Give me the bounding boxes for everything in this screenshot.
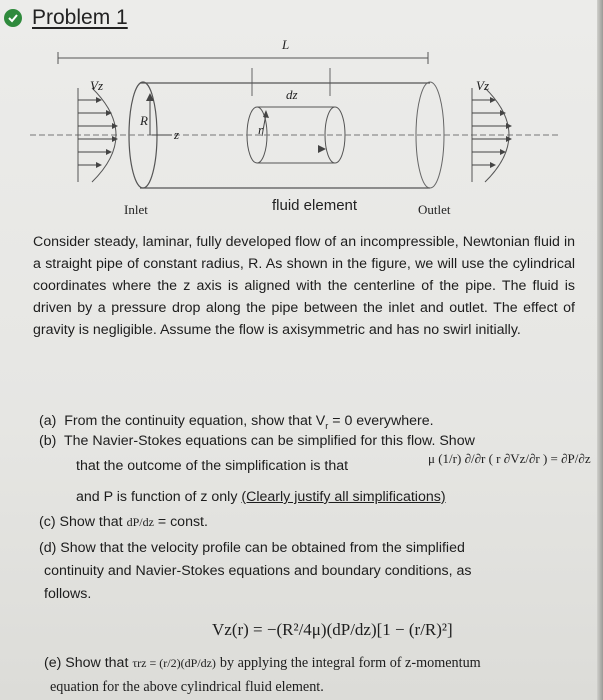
item-e-line1 <box>44 653 481 673</box>
label-fluid-element: fluid element <box>272 197 358 214</box>
item-a-text-end: = 0 everywhere. <box>328 413 434 429</box>
item-d-eq: Vz(r) = −(R²/4μ)(dP/dz)[1 − (r/R)²] <box>212 620 453 639</box>
item-c-end: = const. <box>157 514 208 530</box>
item-a-sub: r <box>325 420 329 431</box>
item-d-text1: Show that the velocity profile can be obtained from the simplified <box>60 540 465 556</box>
label-vz-left: Vz <box>90 78 103 93</box>
item-c-eq: dP/dz <box>126 515 154 529</box>
title-row <box>4 6 128 30</box>
item-b-line1 <box>39 431 475 451</box>
item-b-equation <box>428 449 591 469</box>
problem-statement: Consider steady, laminar, fully developed flow of an incompressible, Newtonian fluid in a straight pipe of constant radius, R. As shown in the figure, we will use the cylindrical coordinates where the z axis is aligned with the centerline of the pipe. The fluid is driven by a pressure drop along the pipe between the inlet and outlet. The effect of gravity is negligible. Assume the flow is axisymmetric and has no swirl initially. <box>33 234 575 338</box>
label-inlet: Inlet <box>124 202 148 217</box>
item-b-text2: that the outcome of the simplification is that <box>76 458 349 474</box>
item-d-equation <box>212 620 453 640</box>
item-b-text3: and P is function of z only <box>76 489 238 505</box>
label-dz: dz <box>286 87 298 102</box>
problem-title: Problem 1 <box>32 6 128 29</box>
item-a-text: From the continuity equation, show that V <box>64 413 326 429</box>
item-d-tag: (d) <box>39 540 57 556</box>
item-b-text1: The Navier-Stokes equations can be simplified for this flow. Show <box>63 433 475 449</box>
check-icon <box>4 9 22 27</box>
item-e-text1: Show that <box>65 655 129 671</box>
label-L: L <box>282 37 290 52</box>
item-a-tag: (a) <box>39 413 57 429</box>
item-e-line2: equation for the above cylindrical fluid element. <box>50 679 324 695</box>
label-z: z <box>174 127 180 142</box>
item-b-eq: μ (1/r) ∂/∂r ( r ∂Vz/∂r ) = ∂P/∂z <box>428 451 591 466</box>
label-r: r <box>258 122 264 137</box>
item-c-text: Show that <box>59 514 123 530</box>
item-b-tag: (b) <box>39 433 57 449</box>
item-d-line3: follows. <box>44 586 92 602</box>
item-d-line2: continuity and Navier-Stokes equations and boundary conditions, as <box>44 563 472 579</box>
label-vz-right: Vz <box>476 78 489 93</box>
item-b-line2 <box>76 456 348 476</box>
item-e-eq: τrz = (r/2)(dP/dz) <box>132 656 216 670</box>
item-c-tag: (c) <box>39 514 56 530</box>
item-e-tag: (e) <box>44 655 62 671</box>
item-d-line1 <box>39 538 465 558</box>
label-outlet: Outlet <box>418 202 451 217</box>
label-R: R <box>140 113 148 128</box>
item-b-justify: (Clearly justify all simplifications) <box>241 489 446 505</box>
item-b-line3 <box>76 487 446 507</box>
item-e-text2: by applying the integral form of z-momentum <box>219 655 481 671</box>
item-c <box>39 512 208 532</box>
